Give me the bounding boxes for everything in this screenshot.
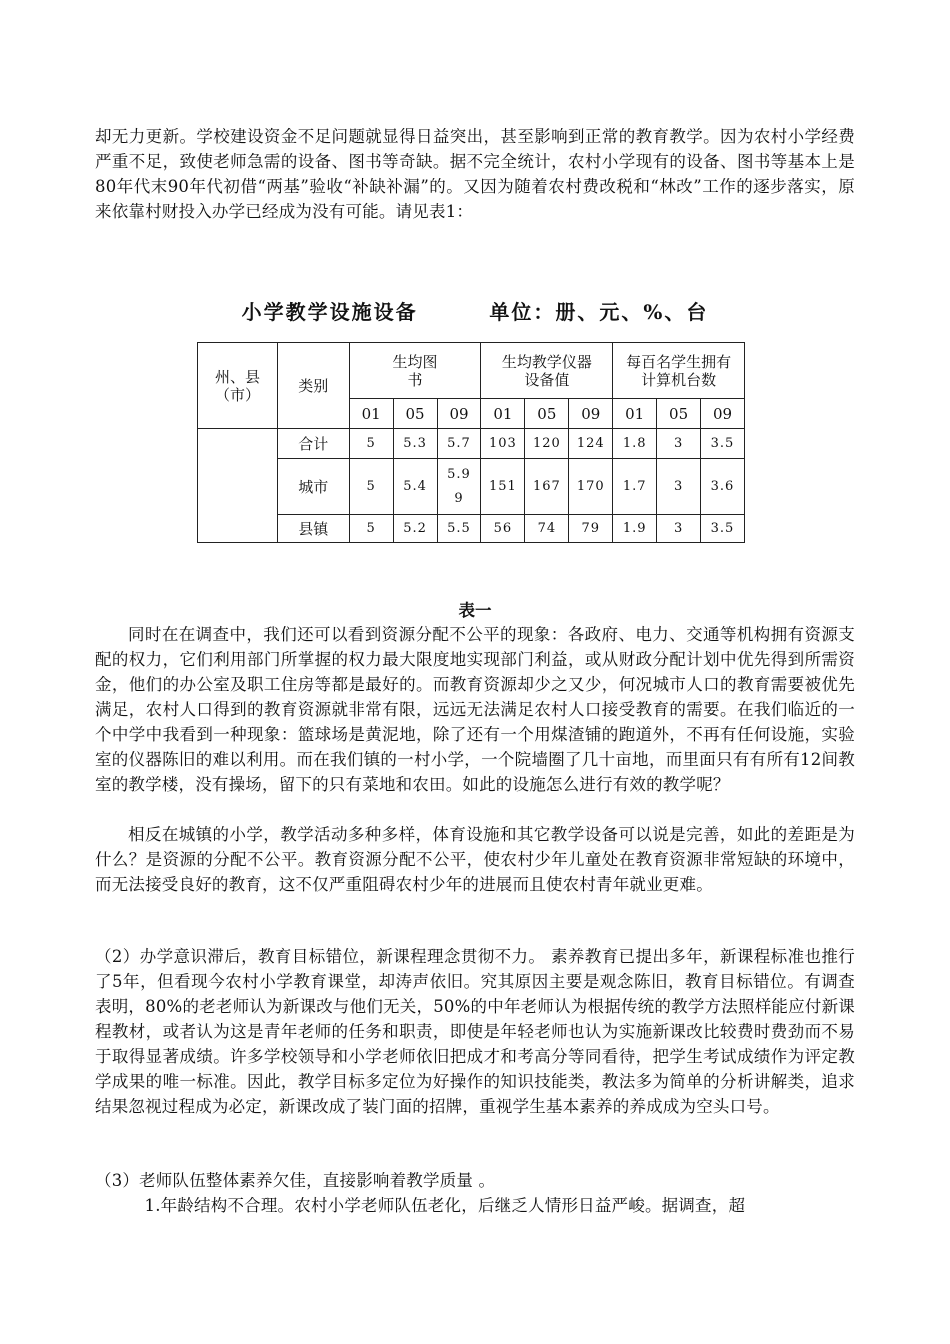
value-cell: 3.5 (701, 515, 745, 543)
value-cell: 151 (481, 459, 525, 515)
category-cell: 合计 (277, 429, 349, 459)
header-computers: 每百名学生拥有计算机台数 (613, 343, 745, 399)
value-cell: 3 (657, 515, 701, 543)
value-cell: 3.6 (701, 459, 745, 515)
paragraph-age-structure: 1.年龄结构不合理。农村小学老师队伍老化，后继乏人情形日益严峻。据调查，超 (144, 1196, 746, 1215)
value-cell: 74 (525, 515, 569, 543)
value-cell: 1.8 (613, 429, 657, 459)
value-cell: 5.5 (437, 515, 481, 543)
year-cell: 09 (701, 399, 745, 429)
category-cell: 县镇 (277, 515, 349, 543)
header-region: 州、县（市） (198, 343, 278, 429)
paragraph-resource-allocation: 同时在在调查中，我们还可以看到资源分配不公平的现象：各政府、电力、交通等机构拥有资源支配的权力，它们利用部门所掌握的权力最大限度地实现部门利益，或从财政分配计划中优先得到所需资金，他们的办公室及职工住房等都是最好的。而教育资源却少之又少，何况城市人口的教育需要被优先满足，农村人口得到的教育资源就非常有限，远远无法满足农村人口接受教育的需要。在我们临近的一个中学中我看到一种现象：篮球场是黄泥地，除了还有一个用煤渣铺的跑道外，不再有任何设施，实验室的仪器陈旧的难以利用。而在我们镇的一村小学，一个院墙圈了几十亩地，而里面只有有所有12间教室的教学楼，没有操场，留下的只有菜地和农田。如此的设施怎么进行有效的教学呢？ (95, 625, 855, 794)
year-cell: 01 (481, 399, 525, 429)
value-cell: 120 (525, 429, 569, 459)
value-cell: 3 (657, 459, 701, 515)
value-cell: 1.9 (613, 515, 657, 543)
value-cell: 5 (349, 459, 393, 515)
value-cell: 5 (349, 515, 393, 543)
value-cell: 167 (525, 459, 569, 515)
value-cell: 170 (569, 459, 613, 515)
facilities-table (197, 342, 745, 543)
year-cell: 09 (569, 399, 613, 429)
year-cell: 01 (349, 399, 393, 429)
paragraph-urban-schools: 相反在城镇的小学，教学活动多种多样，体育设施和其它教学设备可以说是完善，如此的差距是为什么？是资源的分配不公平。教育资源分配不公平，使农村少年儿童处在教育资源非常短缺的环境中，而无法接受良好的教育，这不仅严重阻碍农村少年的进展而且使农村青年就业更难。 (95, 825, 855, 894)
category-cell: 城市 (277, 459, 349, 515)
year-cell: 09 (437, 399, 481, 429)
title-gap (418, 300, 490, 324)
table-row (198, 429, 745, 459)
value-cell: 5.7 (437, 429, 481, 459)
value-cell: 1.7 (613, 459, 657, 515)
region-cell (198, 429, 278, 543)
value-cell: 5.3 (393, 429, 437, 459)
year-cell: 05 (657, 399, 701, 429)
value-cell: 5.4 (393, 459, 437, 515)
value-cell: 79 (569, 515, 613, 543)
year-cell: 05 (525, 399, 569, 429)
value-cell: 56 (481, 515, 525, 543)
paragraph-intro: 却无力更新。学校建设资金不足问题就显得日益突出，甚至影响到正常的教育教学。因为农村小学经费严重不足，致使老师急需的设备、图书等奇缺。据不完全统计，农村小学现有的设备、图书等基本上是80年代末90年代初借“两基”验收“补缺补漏”的。又因为随着农村费改税和“林改”工作的逐步落实，原来依靠村财投入办学已经成为没有可能。请见表1： (95, 127, 855, 221)
value-cell: 5.2 (393, 515, 437, 543)
value-cell: 103 (481, 429, 525, 459)
year-cell: 05 (393, 399, 437, 429)
value-cell: 3 (657, 429, 701, 459)
table-title-main: 小学教学设施设备 (241, 300, 418, 324)
table-row (198, 459, 745, 515)
header-category: 类别 (277, 343, 349, 429)
paragraph-education-goals: （2）办学意识滞后，教育目标错位，新课程理念贯彻不力。 素养教育已提出多年，新课程标准也推行了5年，但看现今农村小学教育课堂，却涛声依旧。究其原因主要是观念陈旧，教育目标错位。有调查表明，80%的老老师认为新课改与他们无关，50%的中年老师认为根据传统的教学方法照样能应付新课程教材，或者认为这是青年老师的任务和职责，即使是年轻老师也认为实施新课改比较费时费劲而不易于取得显著成绩。许多学校领导和小学老师依旧把成才和考高分等同看待，把学生考试成绩作为评定教学成果的唯一标准。因此，教学目标多定位为好操作的知识技能类，教法多为简单的分析讲解类，追求结果忽视过程成为必定，新课改成了装门面的招牌，重视学生基本素养的养成成为空头口号。 (95, 947, 855, 1116)
header-books: 生均图书 (349, 343, 481, 399)
year-cell: 01 (613, 399, 657, 429)
paragraph-teacher-quality: （3）老师队伍整体素养欠佳，直接影响着教学质量 。 (95, 1171, 496, 1190)
value-cell: 124 (569, 429, 613, 459)
value-cell: 5.99 (437, 459, 481, 515)
value-cell: 3.5 (701, 429, 745, 459)
table-title (0, 296, 950, 325)
header-equipment: 生均教学仪器设备值 (481, 343, 613, 399)
table-title-unit: 单位：册、元、%、台 (489, 300, 709, 324)
table-caption: 表一 (458, 601, 492, 620)
value-cell: 5 (349, 429, 393, 459)
table-row (198, 515, 745, 543)
